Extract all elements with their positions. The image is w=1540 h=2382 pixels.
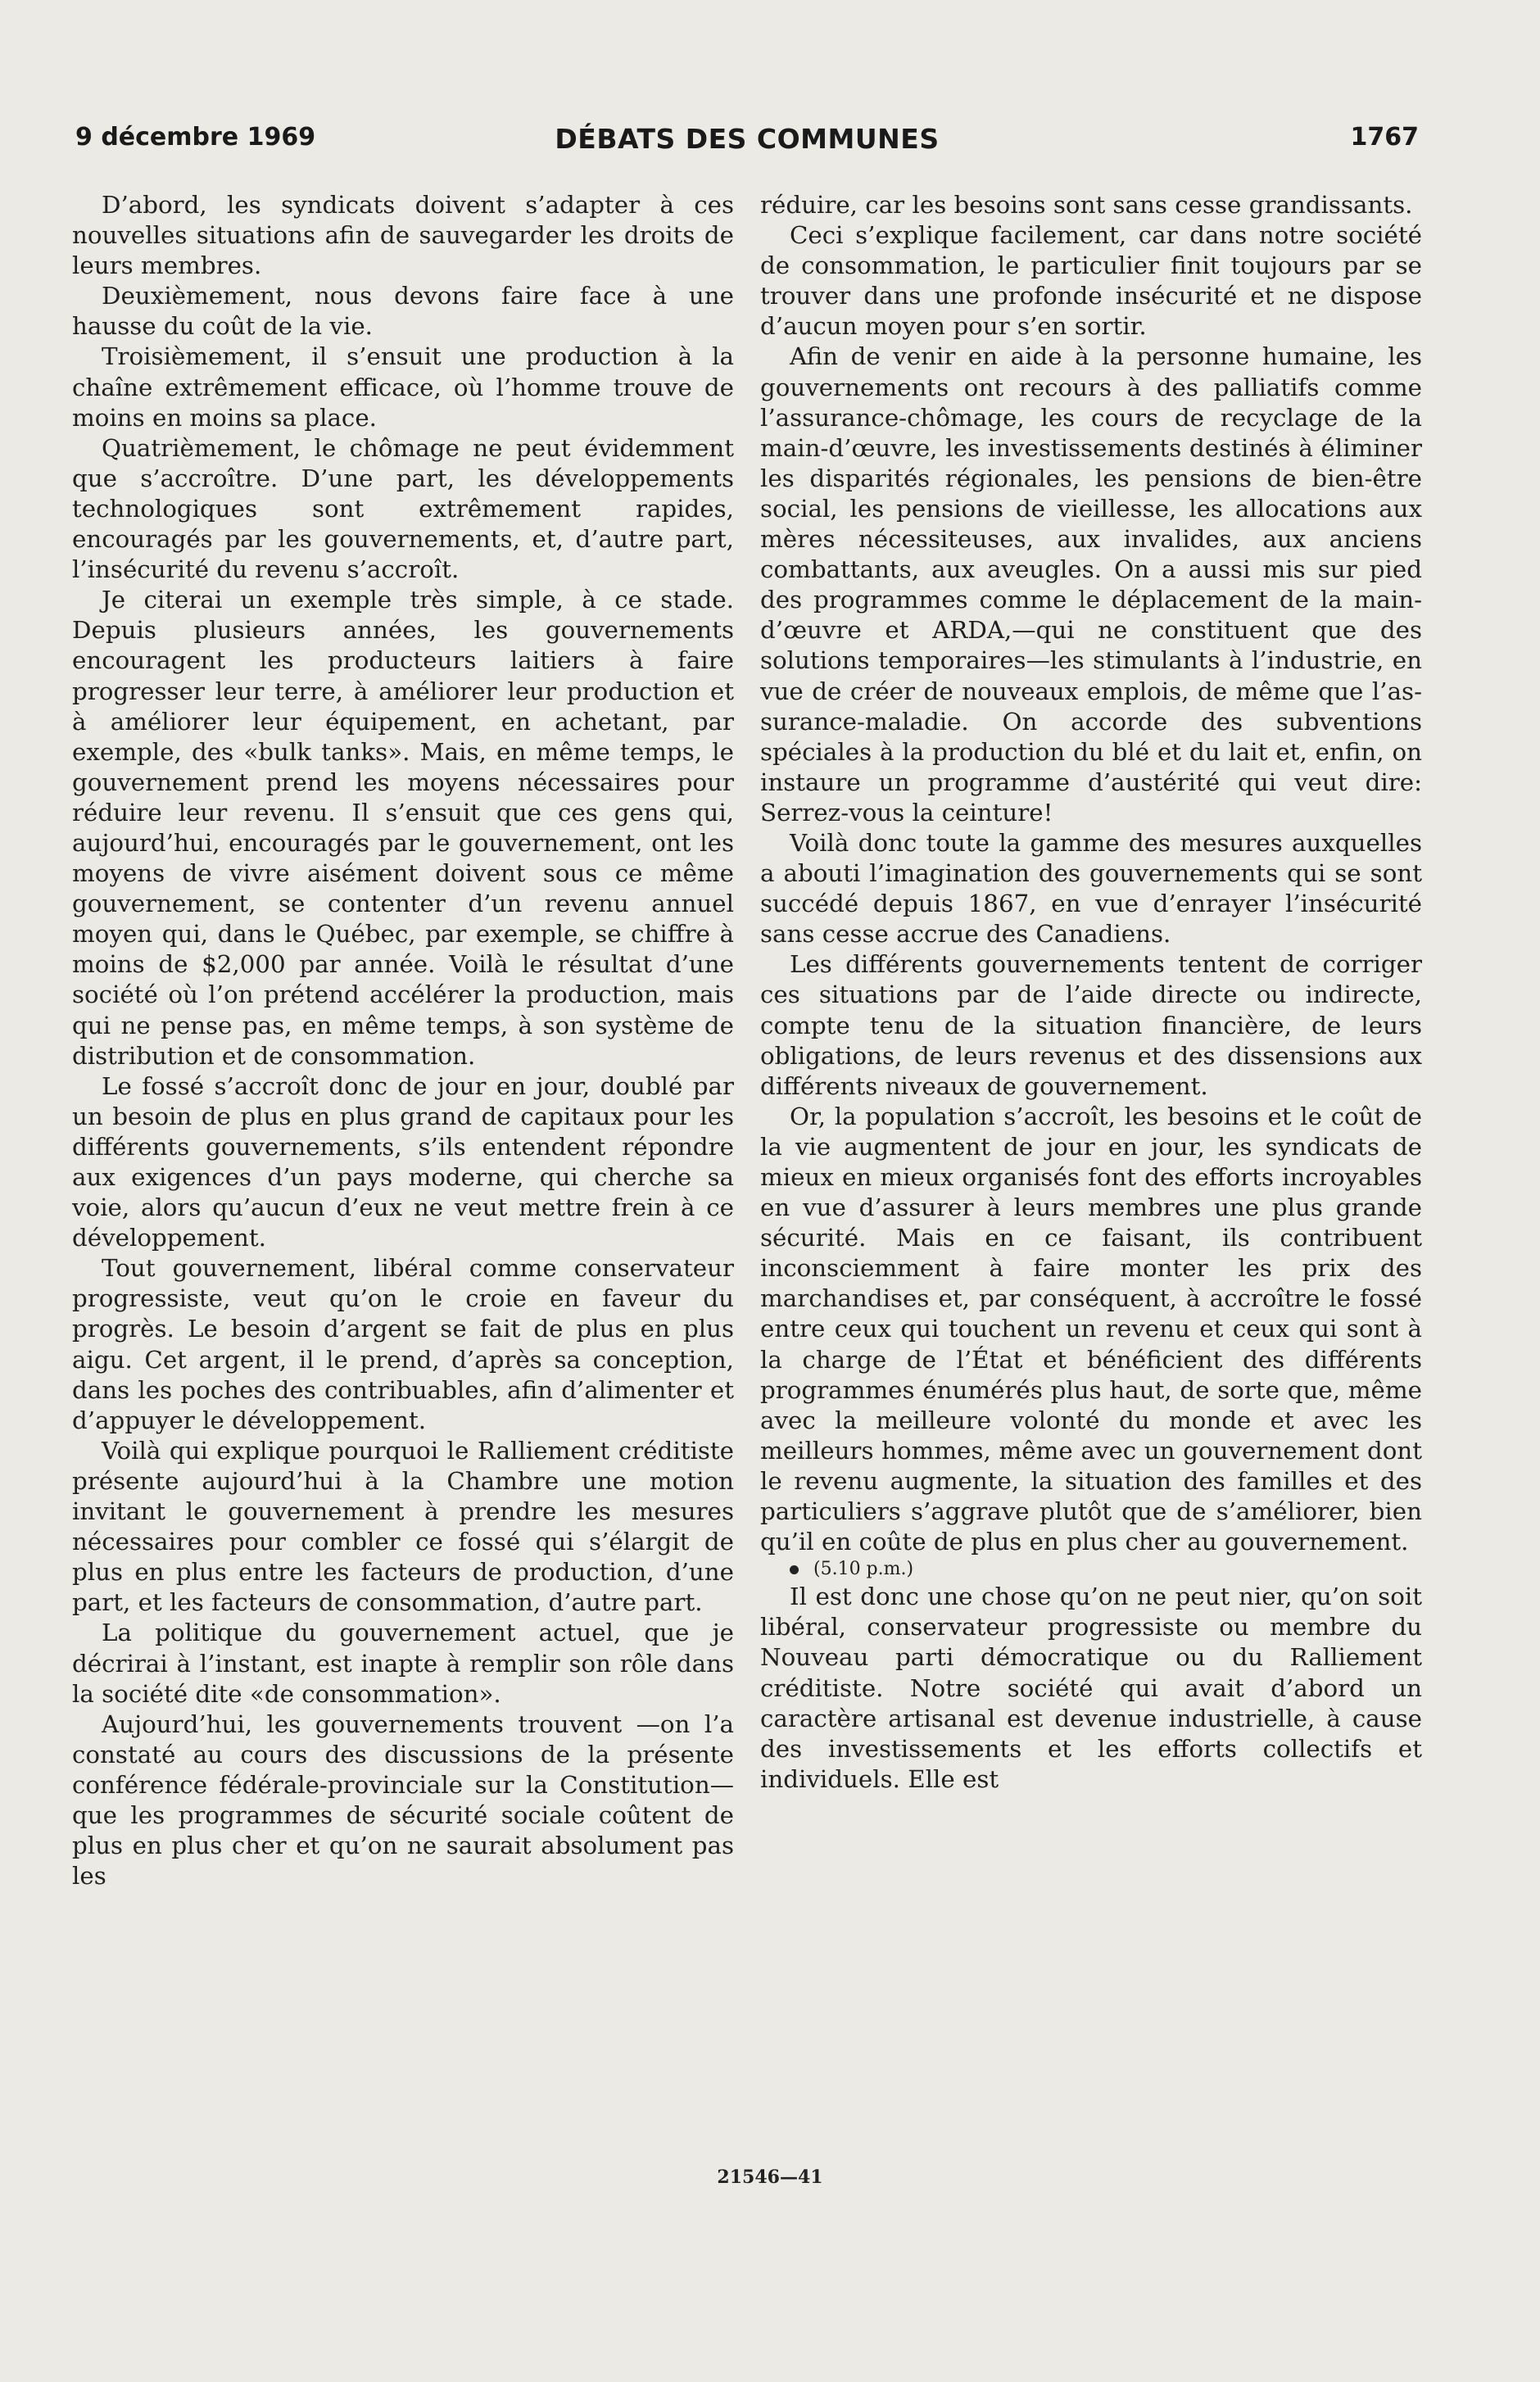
header-title: DÉBATS DES COMMUNES — [555, 123, 940, 155]
paragraph: Je citerai un exemple très simple, à ce stade. Depuis plusieurs années, les gouvernements encouragent les producteurs laitiers à faire progresser leur terre, à améliorer leur production et à améliorer leur équipement, en achetant, par exemple, des «bulk tanks». Mais, en même temps, le gouvernement prend les moyens nécessaires pour réduire leur revenu. Il s’ensuit que ces gens qui, aujourd’hui, encouragés par le gouvernement, ont les moyens de vivre aisément doivent sous ce même gouvernement, se contenter d’un revenu annuel moyen qui, dans le Québec, par exemple, se chiffre à moins de $2,000 par année. Voilà le résultat d’une société où l’on prétend accélérer la production, mais qui ne pense pas, en même temps, à son système de distribution et de consommation. — [72, 586, 734, 1070]
time-note — [760, 1557, 1422, 1582]
time-note-text: (5.10 p.m.) — [813, 1559, 914, 1580]
paragraph: Voilà qui explique pourquoi le Ralliement créditiste présente aujourd’hui à la Chambre une motion invitant le gouvernement à prendre les mesures nécessaires pour combler ce fossé qui s’élargit de plus en plus entre les facteurs de production, d’une part, et les facteurs de consommation, d’autre part. — [72, 1436, 734, 1617]
footer-code: 21546—41 — [717, 2167, 823, 2188]
page-header — [75, 123, 1419, 161]
paragraph: D’abord, les syndicats doivent s’adapter à ces nouvelles situations afin de sauvegarder les droits de leurs membres. — [72, 191, 734, 280]
paragraph: La politique du gouvernement actuel, que je décrirai à l’instant, est inapte à remplir son rôle dans la société dite «de consommation». — [72, 1619, 734, 1708]
paragraph: Voilà donc toute la gamme des mesures auxquelles a abouti l’imagination des gouvernements qui se sont succédé depuis 1867, en vue d’enrayer l’insécurité sans cesse accrue des Canadiens. — [760, 828, 1422, 949]
paragraph-continuation: réduire, car les besoins sont sans cesse grandissants. — [760, 191, 1413, 219]
bullet-icon — [790, 1565, 799, 1574]
paragraph: Quatrièmement, le chômage ne peut évidemment que s’accroître. D’une part, les développements technologiques sont extrêmement rapides, encouragés par les gouvernements, et, d’autre part, l’insécurité du revenu s’accroît. — [72, 433, 734, 584]
right-column — [760, 190, 1422, 2156]
paragraph: Les différents gouvernements tentent de corriger ces situations par de l’aide directe ou indirecte, compte tenu de la situation financière, de leurs obligations, de leurs revenus et des dissensions aux différents niveaux de gouvernement. — [760, 950, 1422, 1100]
paragraph: Troisièmement, il s’ensuit une production à la chaîne extrêmement efficace, où l’homme trouve de moins en moins sa place. — [72, 342, 734, 432]
left-column — [72, 190, 734, 2156]
paragraph: Afin de venir en aide à la personne humaine, les gouvernements ont recours à des palliatifs comme l’assurance-chômage, les cours de recyclage de la main-d’œuvre, les investissements destinés à éliminer les disparités régionales, les pensions de bien-être social, les pensions de vieillesse, les allocations aux mères nécessiteuses, aux invalides, aux anciens combattants, aux aveugles. On a aussi mis sur pied des programmes comme le déplacement de la main-d’œuvre et ARDA,—qui ne constituent que des solutions temporaires—les stimulants à l’industrie, en vue de créer de nouveaux emplois, de même que l’assurance-maladie. On accorde des subventions spéciales à la production du blé et du lait et, enfin, on instaure un programme d’austérité qui veut dire: Serrez-vous la ceinture! — [760, 342, 1422, 826]
paragraph: Il est donc une chose qu’on ne peut nier, qu’on soit libéral, conservateur progressiste ou membre du Nouveau parti démocratique ou du Ralliement créditiste. Notre société qui avait d’abord un caractère artisanal est devenue industrielle, à cause des investissements et les efforts collectifs et individuels. Elle est — [760, 1583, 1422, 1793]
paragraph: Le fossé s’accroît donc de jour en jour, doublé par un besoin de plus en plus grand de capitaux pour les différents gouvernements, s’ils entendent répondre aux exigences d’un pays moderne, qui cherche sa voie, alors qu’aucun d’eux ne veut mettre frein à ce développement. — [72, 1071, 734, 1252]
paragraph: Aujourd’hui, les gouvernements trouvent —on l’a constaté au cours des discussions de la présente conférence fédérale-provinciale sur la Constitution—que les programmes de sécurité sociale coûtent de plus en plus cher et qu’on ne saurait absolument pas les — [72, 1710, 734, 1891]
header-date: 9 décembre 1969 — [75, 123, 316, 152]
header-page-number: 1767 — [1350, 123, 1419, 152]
paragraph: Or, la population s’accroît, les besoins et le coût de la vie augmentent de jour en jour, les syndicats de mieux en mieux organisés font des efforts incroyables en vue d’assurer à leurs membres une plus grande sécurité. Mais en ce faisant, ils contribuent inconsciemment à faire monter les prix des marchandises et, par conséquent, à accroître le fossé entre ceux qui touchent un revenu et ceux qui sont à la charge de l’État et bénéficient des différents programmes énumérés plus haut, de sorte que, même avec la meilleure volonté du monde et avec les meilleurs hommes, même avec un gouvernement dont le revenu augmente, la situation des familles et des particuliers s’aggrave plutôt que de s’améliorer, bien qu’il en coûte de plus en plus cher au gouvernement. — [760, 1102, 1422, 1556]
paragraph: Deuxièmement, nous devons faire face à une hausse du coût de la vie. — [72, 282, 734, 341]
paragraph: Tout gouvernement, libéral comme conservateur progressiste, veut qu’on le croie en faveur du progrès. Le besoin d’argent se fait de plus en plus aigu. Cet argent, il le prend, d’après sa conception, dans les poches des contribuables, afin d’alimenter et d’appuyer le développement. — [72, 1254, 734, 1434]
paragraph: Ceci s’explique facilement, car dans notre société de consommation, le particulier finit toujours par se trouver dans une profonde insécurité et ne dispose d’aucun moyen pour s’en sortir. — [760, 221, 1422, 341]
